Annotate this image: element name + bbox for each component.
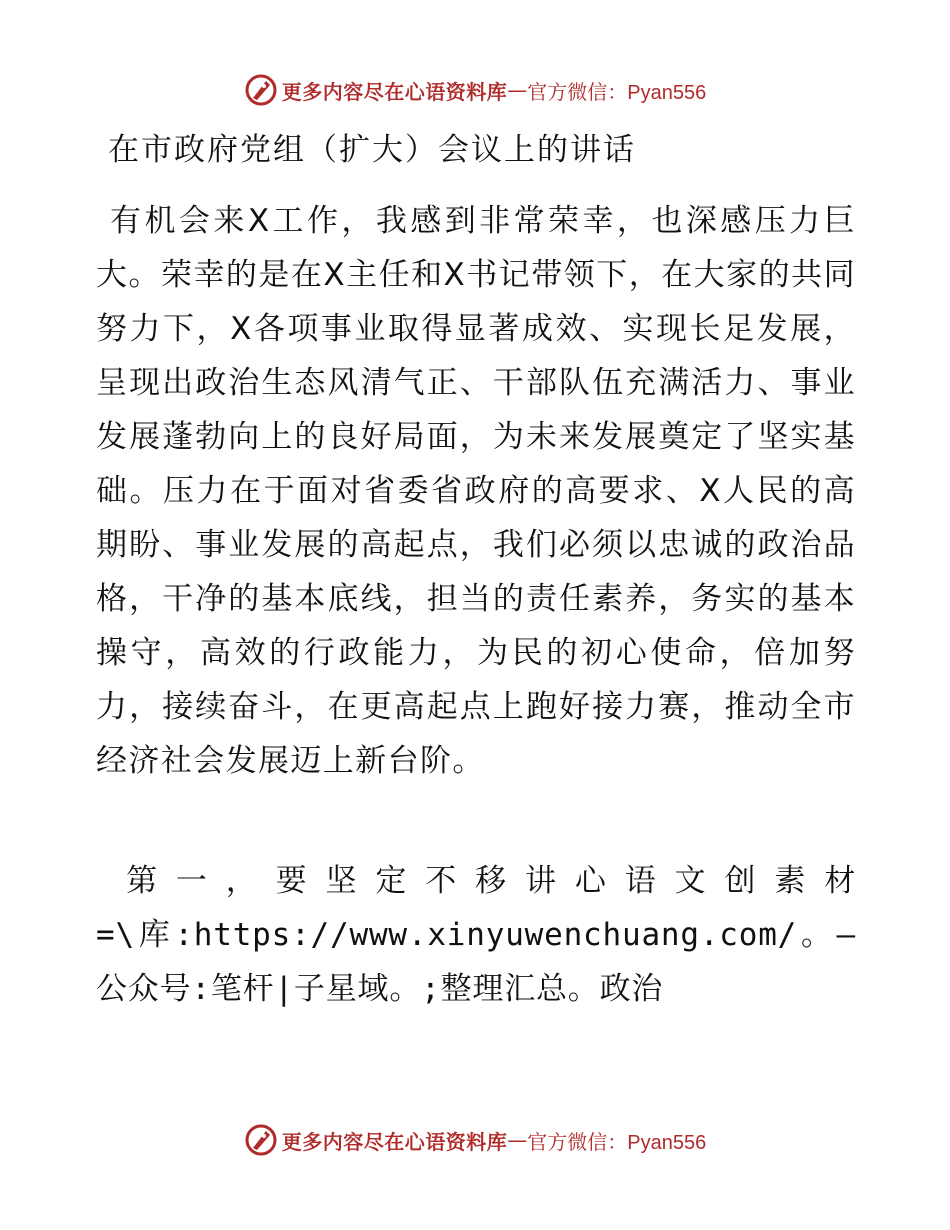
paragraph-2-text: 第一，要坚定不移讲心语文创素材=\库:https://www.xinyuwenchuang.com/。—公众号:笔杆|子星域。;整理汇总。政治: [96, 863, 856, 1007]
banner-main-text: 更多内容尽在心语资料库: [281, 79, 508, 104]
pen-nib-logo-icon: [244, 73, 278, 107]
document-title: 在市政府党组（扩大）会议上的讲话: [108, 132, 636, 168]
banner-wechat-id: 官方微信：Pyan556: [527, 81, 707, 104]
header-banner: [0, 70, 950, 110]
paragraph-1-text: 有机会来X工作，我感到非常荣幸，也深感压力巨大。荣幸的是在X主任和X书记带领下，在大家的共同努力下，X各项事业取得显著成效、实现长足发展，呈现出政治生态风清气正、干部队伍充满活力、事业发展蓬勃向上的良好局面，为未来发展奠定了坚实基础。压力在于面对省委省政府的高要求、X人民的高期盼、事业发展的高起点，我们必须以忠诚的政治品格，干净的基本底线，担当的责任素养，务实的基本操守，高效的行政能力，为民的初心使命，倍加努力，接续奋斗，在更高起点上跑好接力赛，推动全市经济社会发展迈上新台阶。: [96, 203, 856, 779]
paragraph-body-2: [96, 854, 856, 1016]
banner-separator: —: [507, 78, 528, 102]
banner-wechat-id: 官方微信：Pyan556: [527, 1131, 707, 1154]
banner-separator: —: [507, 1128, 528, 1152]
footer-banner: [0, 1120, 950, 1160]
banner-main-text: 更多内容尽在心语资料库: [281, 1129, 508, 1154]
pen-nib-logo-icon: [244, 1123, 278, 1157]
paragraph-body-1: [96, 194, 856, 788]
